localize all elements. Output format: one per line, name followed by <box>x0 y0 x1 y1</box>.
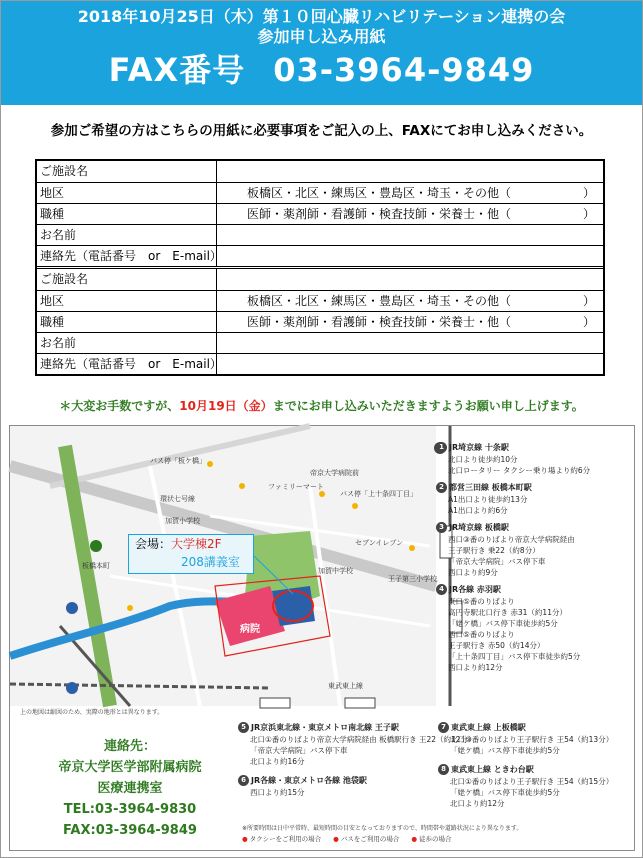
route-title: JR京浜東北線・東京メトロ南北線 王子駅 <box>251 723 399 732</box>
route-item <box>238 722 476 767</box>
route-line: 北口③番のりばより王子駅行き 王54（約13分） <box>450 735 614 744</box>
legend-walk: ● 徒歩の場合 <box>411 834 451 843</box>
route-line: 北口ロータリー タクシー乗り場より約6分 <box>448 466 591 475</box>
attendee-block-1 <box>37 161 603 266</box>
route-item <box>436 522 636 578</box>
route-line: 北口より約12分 <box>450 799 505 808</box>
route-line: 「帝京大学病院」バス停下車 <box>250 746 348 755</box>
route-line: 「姥ケ橋」バス停下車徒歩約5分 <box>450 746 560 755</box>
fax-label: FAX番号 <box>108 51 246 89</box>
route-number-icon: 4 <box>436 584 447 595</box>
route-line: 西口より約15分 <box>250 788 305 797</box>
attendee-block-2 <box>37 266 603 374</box>
facility-input[interactable] <box>217 269 603 290</box>
facility-label: ご施設名 <box>37 161 217 182</box>
area-label: 地区 <box>37 183 217 203</box>
area-row <box>37 182 603 203</box>
name-input[interactable] <box>217 225 603 245</box>
job-options[interactable]: 医師・薬剤師・看護師・検査技師・栄養士・他（ ） <box>247 315 596 329</box>
map-label-teikyo-front: 帝京大学病院前 <box>310 469 359 477</box>
hospital-label: 病院 <box>240 624 260 635</box>
deadline-date: 10月19日（金） <box>179 399 273 413</box>
route-title: 都営三田線 板橋本町駅 <box>449 483 532 492</box>
route-line: 北口①番のりばより王子駅行き 王54（約15分） <box>450 777 614 786</box>
job-label: 職種 <box>37 312 217 332</box>
contact-dept: 医療連携室 <box>97 781 163 796</box>
routes-bottom-left <box>238 722 476 806</box>
area-label: 地区 <box>37 291 217 311</box>
route-item <box>238 775 434 798</box>
route-line: 「姥ケ橋」バス停下車徒歩約5分 <box>450 788 560 797</box>
venue-hall: 208講義室 <box>181 555 240 569</box>
map-note: 上の地図は縮図のため、実際の地形とは異なります。 <box>20 709 164 716</box>
access-map-panel <box>9 425 635 851</box>
route-item <box>436 442 636 476</box>
form-title: 参加申し込み用紙 <box>257 27 386 46</box>
intro-text: 参加ご希望の方はこちらの用紙に必要事項をご記入の上、FAXにてお申し込みください。 <box>50 123 593 139</box>
fax-number-line <box>1 47 642 93</box>
deadline-suffix: までにお申し込みいただきますようお願い申し上げます。 <box>272 399 584 413</box>
deadline-notice <box>1 397 642 414</box>
route-number-icon: 8 <box>438 764 449 775</box>
event-title: 2018年10月25日（木）第１０回心臓リハビリテーション連携の会 <box>77 7 566 26</box>
route-line: 「姥ケ橋」バス停下車徒歩約5分 <box>448 619 558 628</box>
facility-row <box>37 269 603 290</box>
route-line: 「上十条四丁目」バス停下車徒歩約5分 <box>448 652 581 661</box>
contact-info <box>50 736 210 841</box>
name-row <box>37 224 603 245</box>
route-title: 東武東上線 上板橋駅 <box>451 723 526 732</box>
venue-prefix: 会場： <box>135 537 172 551</box>
route-number-icon: 2 <box>436 482 447 493</box>
registration-table <box>35 159 605 376</box>
venue-callout <box>128 534 254 574</box>
route-item <box>438 764 634 809</box>
route-line: A1出口より約6分 <box>448 506 508 515</box>
area-options[interactable]: 板橋区・北区・練馬区・豊島区・埼玉・その他（ ） <box>247 186 596 200</box>
area-options[interactable]: 板橋区・北区・練馬区・豊島区・埼玉・その他（ ） <box>247 294 596 308</box>
contact-fax: FAX:03-3964-9849 <box>63 823 197 838</box>
route-title: 東武東上線 ときわ台駅 <box>451 765 534 774</box>
map-label-itabashi-honcho: 板橋本町 <box>82 562 110 570</box>
area-row <box>37 290 603 311</box>
contact-row <box>37 245 603 266</box>
route-line: 西口より約9分 <box>448 568 498 577</box>
legend-taxi: ● タクシーをご利用の場合 <box>242 834 321 843</box>
time-footnote: ※所要時間は日中平常時、最短時間の目安となっておりますので、時間帯や道路状況により異なります。 <box>242 825 523 832</box>
job-label: 職種 <box>37 204 217 224</box>
map-label-jhs: 加賀中学校 <box>318 567 353 575</box>
map-label-elementary: 加賀小学校 <box>165 517 200 525</box>
job-row <box>37 203 603 224</box>
route-title: JR各線・東京メトロ各線 池袋駅 <box>251 776 367 785</box>
access-map <box>10 426 436 706</box>
route-line: 高円寺駅北口行き 赤31（約11分） <box>448 608 567 617</box>
map-label-familymart: ファミリーマート <box>268 483 324 491</box>
venue-room: 大学棟2F <box>171 537 222 551</box>
routes-bottom-right <box>438 722 634 817</box>
contact-input[interactable] <box>217 354 603 374</box>
route-line: 東口⑤番のりばより <box>448 597 515 606</box>
map-label-bus-itakyo: バス停「板ケ橋」 <box>150 457 206 465</box>
route-line: 西口⑤番のりばより <box>448 630 515 639</box>
route-number-icon: 3 <box>436 522 447 533</box>
route-title: JR埼京線 板橋駅 <box>449 523 509 532</box>
route-line: 北口より約16分 <box>250 757 305 766</box>
route-number-icon: 5 <box>238 722 249 733</box>
contact-label: 連絡先（電話番号 or E-mail） <box>37 246 217 266</box>
route-item <box>436 584 636 673</box>
contact-input[interactable] <box>217 246 603 266</box>
map-label-ouji-hs: 王子第三小学校 <box>388 575 437 583</box>
route-title: JR各線 赤羽駅 <box>449 585 501 594</box>
routes-right <box>436 442 636 679</box>
route-number-icon: 1 <box>436 442 447 453</box>
job-options[interactable]: 医師・薬剤師・看護師・検査技師・栄養士・他（ ） <box>247 207 596 221</box>
route-line: 西口③番のりばより帝京大学病院経由 <box>448 535 575 544</box>
route-number-icon: 7 <box>438 722 449 733</box>
name-label: お名前 <box>37 333 217 353</box>
map-label-bus-kamijujo: バス停「上十条四丁目」 <box>340 490 417 498</box>
deadline-prefix: ＊大変お手数ですが、 <box>59 399 180 413</box>
facility-row <box>37 161 603 182</box>
route-line: 北口①番のりばより帝京大学病院経由 板橋駅行き 王22（約12分） <box>250 735 476 744</box>
route-item <box>438 722 634 756</box>
name-row <box>37 332 603 353</box>
contact-org: 帝京大学医学部附属病院 <box>58 760 202 775</box>
route-line: 「帝京大学病院」バス停下車 <box>448 557 546 566</box>
fax-number: 03-3964-9849 <box>273 51 535 89</box>
contact-row <box>37 353 603 374</box>
route-line: 王子駅行き 赤50（約14分） <box>448 641 545 650</box>
route-line: 王子駅行き 乗22（約8分） <box>448 546 540 555</box>
contact-title: 連絡先： <box>103 739 156 754</box>
legend-bus: ● バスをご利用の場合 <box>333 834 399 843</box>
contact-tel: TEL:03-3964-9830 <box>63 802 197 817</box>
name-label: お名前 <box>37 225 217 245</box>
facility-label: ご施設名 <box>37 269 217 290</box>
route-line: 西口より約12分 <box>448 663 503 672</box>
name-input[interactable] <box>217 333 603 353</box>
route-item <box>436 482 636 516</box>
map-legend <box>242 834 452 843</box>
header-banner <box>1 1 642 105</box>
contact-label: 連絡先（電話番号 or E-mail） <box>37 354 217 374</box>
map-label-seveneleven: セブンイレブン <box>355 539 404 547</box>
map-label-tobu: 東武東上線 <box>328 682 363 690</box>
route-title: JR埼京線 十条駅 <box>449 443 509 452</box>
job-row <box>37 311 603 332</box>
map-label-kanpachi: 環状七号線 <box>160 495 195 503</box>
route-line: 北口より徒歩約10分 <box>448 455 518 464</box>
route-number-icon: 6 <box>238 775 249 786</box>
route-line: A1出口より徒歩約13分 <box>448 495 528 504</box>
facility-input[interactable] <box>217 161 603 182</box>
